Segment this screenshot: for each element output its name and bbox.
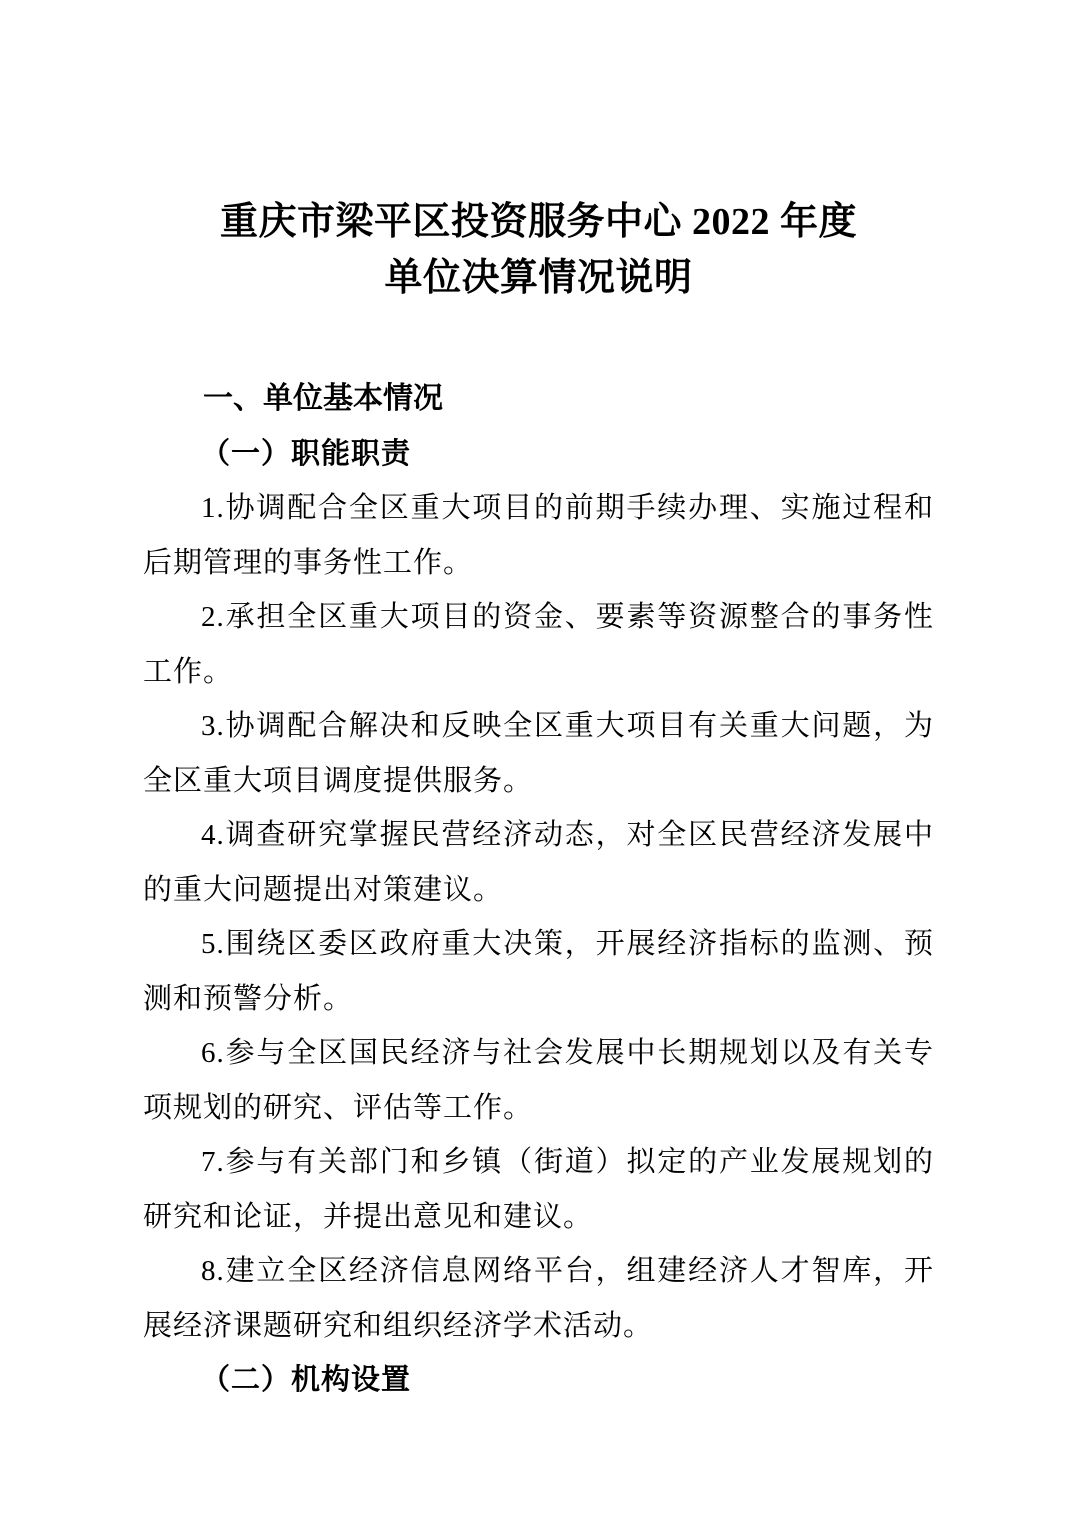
document-title [143, 194, 934, 306]
paragraph-duty-5: 5.围绕区委区政府重大决策，开展经济指标的监测、预测和预警分析。 [143, 928, 934, 1015]
paragraph-duty-4: 4.调查研究掌握民营经济动态，对全区民营经济发展中的重大问题提出对策建议。 [143, 819, 934, 906]
document-title-line-2: 单位决算情况说明 [384, 257, 693, 299]
subsection-heading-organization-setup: （二）机构设置 [201, 1364, 412, 1396]
paragraph-duty-3: 3.协调配合解决和反映全区重大项目有关重大问题，为全区重大项目调度提供服务。 [143, 710, 934, 797]
paragraph-duty-2: 2.承担全区重大项目的资金、要素等资源整合的事务性工作。 [143, 601, 934, 688]
paragraph-duty-7: 7.参与有关部门和乡镇（街道）拟定的产业发展规划的研究和论证，并提出意见和建议。 [143, 1146, 934, 1233]
document-body [143, 372, 934, 1408]
section-heading-unit-basic-info: 一、单位基本情况 [203, 382, 443, 415]
document-title-line-1: 重庆市梁平区投资服务中心 2022 年度 [219, 201, 857, 243]
subsection-heading-duties: （一）职能职责 [201, 437, 412, 470]
paragraph-duty-1: 1.协调配合全区重大项目的前期手续办理、实施过程和后期管理的事务性工作。 [143, 492, 934, 579]
paragraph-duty-8: 8.建立全区经济信息网络平台，组建经济人才智库，开展经济课题研究和组织经济学术活动。 [143, 1255, 934, 1342]
paragraph-duty-6: 6.参与全区国民经济与社会发展中长期规划以及有关专项规划的研究、评估等工作。 [143, 1037, 934, 1124]
